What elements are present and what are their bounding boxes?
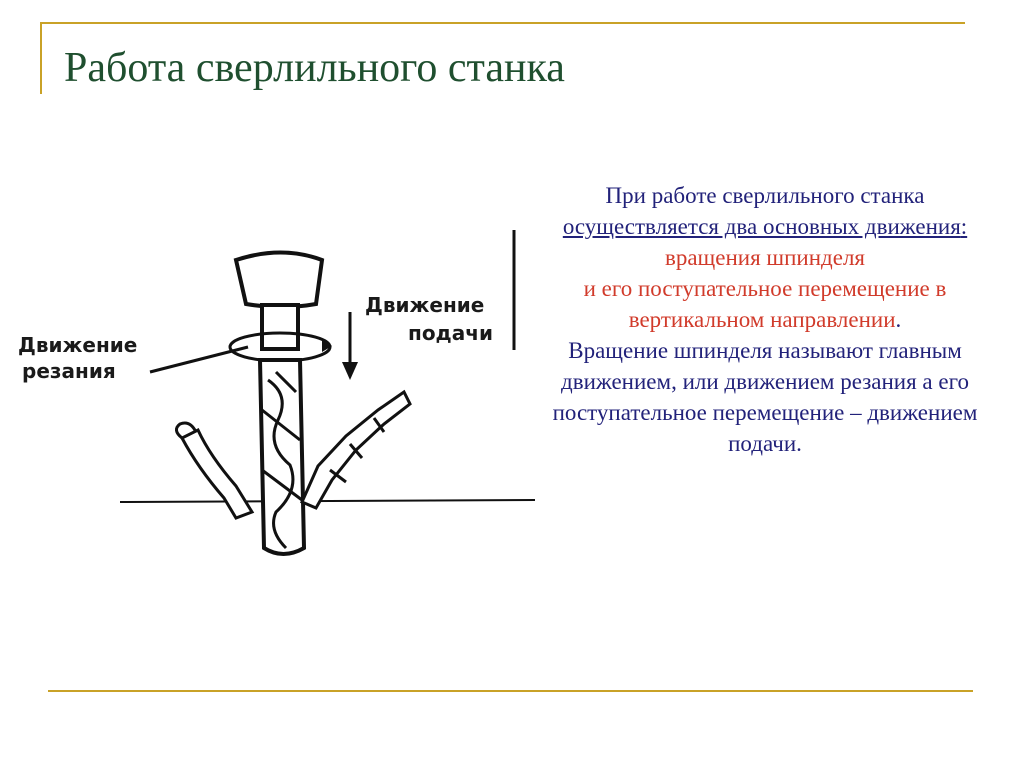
paragraph-translational [540, 273, 990, 335]
label-feed-line2: подачи [408, 321, 493, 345]
cutting-motion-pointer [150, 347, 248, 372]
slide-title: Работа сверлильного станка [64, 45, 565, 91]
intro-colon: : [960, 214, 968, 239]
intro-plain: При работе сверлильного станка [605, 183, 925, 208]
description-text [540, 180, 990, 459]
chuck-icon [236, 253, 322, 308]
workpiece-surface-line [120, 500, 535, 502]
left-border-line [40, 22, 42, 94]
feed-arrowhead-icon [342, 362, 358, 380]
translational-text: и его поступательное перемещение в вертикальном направлении [583, 276, 947, 332]
top-border-line [40, 22, 965, 24]
label-feed-line1: Движение [365, 293, 485, 317]
paragraph-main-motion: Вращение шпинделя называют главным движением, или движением резания а его поступательное перемещение – движением подачи. [552, 338, 978, 456]
label-cutting-line1: Движение [18, 333, 138, 357]
left-chip-icon [182, 430, 252, 518]
paragraph-intro [540, 180, 990, 242]
paragraph-spindle-rotation: вращения шпинделя [664, 245, 866, 270]
label-cutting-line2: резания [22, 359, 116, 383]
bottom-border-line [48, 690, 973, 692]
drill-shank [262, 305, 298, 349]
drill-illustration [0, 220, 540, 600]
translational-period: . [895, 307, 902, 332]
intro-underlined: осуществляется два основных движения [562, 214, 961, 239]
